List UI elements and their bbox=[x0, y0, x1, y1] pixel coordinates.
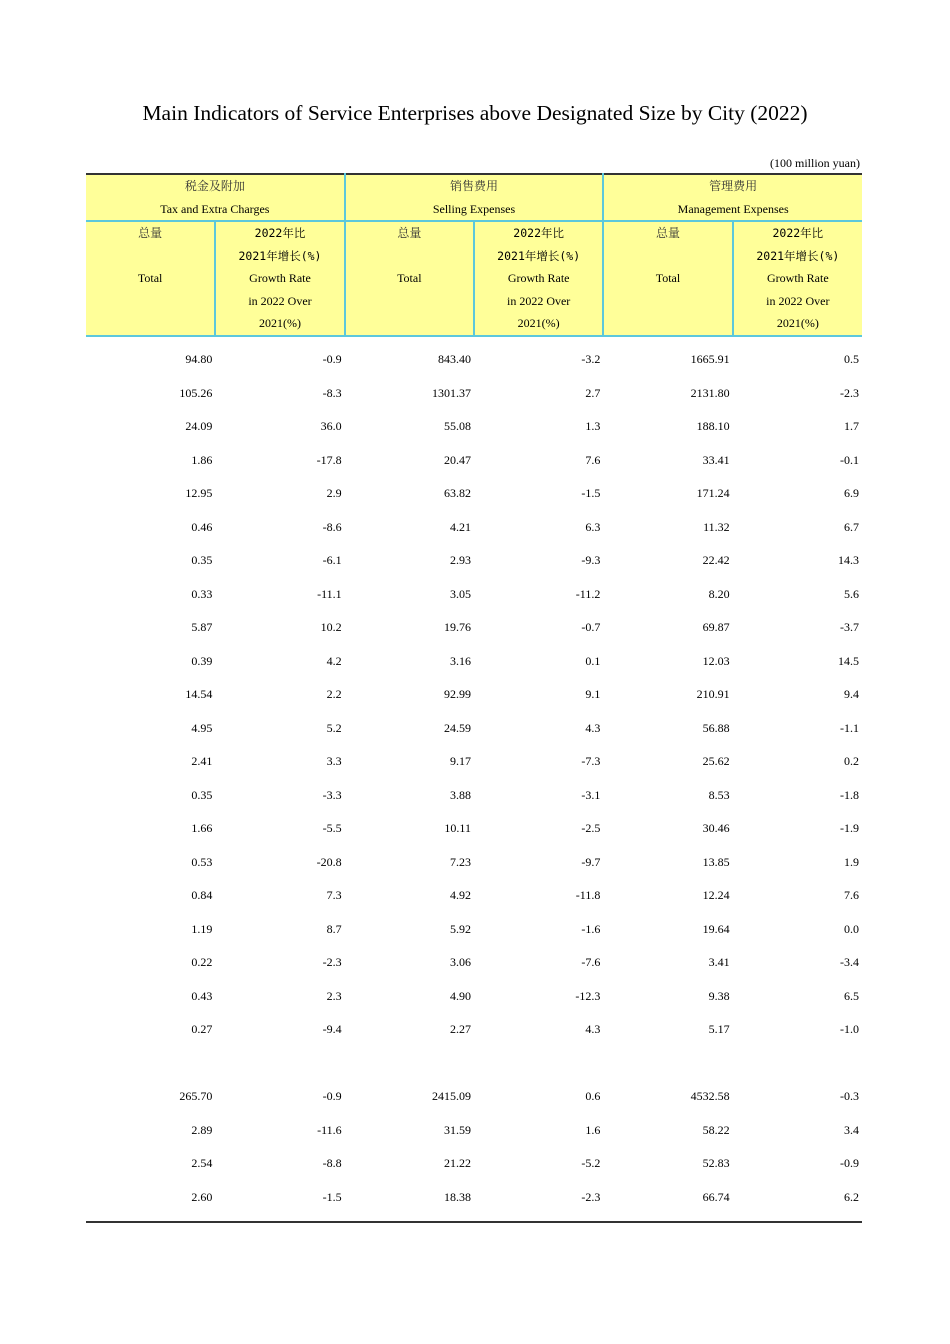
table-cell: 8.53 bbox=[708, 787, 730, 802]
table-row bbox=[86, 979, 862, 1013]
table-cell: 22.42 bbox=[702, 553, 730, 568]
group-header-cn: 税金及附加 bbox=[184, 179, 245, 193]
table-cell: 1.3 bbox=[585, 419, 601, 434]
table-cell: -3.4 bbox=[840, 955, 859, 970]
table-cell: -3.3 bbox=[322, 787, 342, 802]
table-cell: 21.22 bbox=[443, 1156, 471, 1171]
table-cell: 3.3 bbox=[326, 754, 342, 769]
table-cell: 2.41 bbox=[191, 754, 213, 769]
table-cell: 0.27 bbox=[191, 1022, 213, 1037]
table-cell: 24.59 bbox=[443, 720, 471, 735]
table-cell: 0.5 bbox=[844, 352, 859, 367]
table-cell: 25.62 bbox=[702, 754, 730, 769]
table-cell: 2.2 bbox=[326, 687, 342, 702]
table-row bbox=[86, 1013, 862, 1047]
table-cell: 14.3 bbox=[838, 553, 859, 568]
table-cell: 30.46 bbox=[702, 821, 730, 836]
table-row bbox=[86, 443, 862, 477]
table-cell: 9.17 bbox=[449, 754, 471, 769]
growth-header: 2022年比 2021年增长(%) Growth Rate in 2022 Over 2021(%) bbox=[215, 221, 344, 336]
table-cell: 10.11 bbox=[444, 821, 471, 836]
table-cell: 1.19 bbox=[191, 921, 213, 936]
table-cell: 0.39 bbox=[191, 653, 213, 668]
table-cell: 52.83 bbox=[702, 1156, 730, 1171]
table-cell: 31.59 bbox=[443, 1122, 471, 1137]
table-cell: 9.4 bbox=[844, 687, 859, 702]
table-cell: 5.6 bbox=[844, 586, 859, 601]
table-cell: -3.1 bbox=[581, 787, 601, 802]
table-cell: -2.3 bbox=[840, 385, 859, 400]
table-cell: 12.95 bbox=[185, 486, 213, 501]
table-row bbox=[86, 812, 862, 846]
table-cell: -3.2 bbox=[581, 352, 601, 367]
table-cell: -0.1 bbox=[840, 452, 859, 467]
table-cell: 4.90 bbox=[449, 988, 471, 1003]
table-cell: 9.1 bbox=[585, 687, 601, 702]
total-header: 总量 Total bbox=[603, 221, 732, 336]
table-cell: 7.3 bbox=[326, 888, 342, 903]
table-row bbox=[86, 745, 862, 779]
table-cell: 11.32 bbox=[703, 519, 730, 534]
group-header-cn: 销售费用 bbox=[449, 179, 498, 193]
table-row bbox=[86, 1147, 862, 1181]
table-cell: 1.66 bbox=[191, 821, 213, 836]
table-cell: 4.3 bbox=[585, 720, 601, 735]
table-cell: -0.9 bbox=[322, 352, 342, 367]
table-cell: 188.10 bbox=[696, 419, 730, 434]
table-cell: 4.92 bbox=[449, 888, 471, 903]
table-cell: 9.38 bbox=[708, 988, 730, 1003]
table-row bbox=[86, 343, 862, 377]
table-cell: -1.5 bbox=[322, 1189, 342, 1204]
table-cell: 0.46 bbox=[191, 519, 213, 534]
table-cell: 66.74 bbox=[702, 1189, 730, 1204]
table-cell: 0.1 bbox=[585, 653, 601, 668]
table-cell: -2.3 bbox=[322, 955, 342, 970]
table-cell: -6.1 bbox=[322, 553, 342, 568]
table-cell: 4.95 bbox=[191, 720, 213, 735]
table-cell: 2.7 bbox=[585, 385, 601, 400]
table-cell: 843.40 bbox=[437, 352, 471, 367]
table-row bbox=[86, 410, 862, 444]
table-cell: -2.5 bbox=[581, 821, 601, 836]
table-cell: -2.3 bbox=[581, 1189, 601, 1204]
table-cell: 5.87 bbox=[191, 620, 213, 635]
table-cell: 55.08 bbox=[443, 419, 471, 434]
table-cell: 8.7 bbox=[326, 921, 342, 936]
table-cell: -8.8 bbox=[322, 1156, 342, 1171]
table-cell: 0.2 bbox=[844, 754, 859, 769]
table-cell: -7.3 bbox=[581, 754, 601, 769]
table-row bbox=[86, 477, 862, 511]
table-cell: 14.5 bbox=[838, 653, 859, 668]
table-cell: 2.9 bbox=[326, 486, 342, 501]
table-cell: 13.85 bbox=[702, 854, 730, 869]
table-cell: 6.7 bbox=[844, 519, 859, 534]
table-row bbox=[86, 678, 862, 712]
group-header bbox=[86, 174, 345, 221]
table-row bbox=[86, 879, 862, 913]
table-cell: -1.9 bbox=[840, 821, 859, 836]
growth-header: 2022年比 2021年增长(%) Growth Rate in 2022 Over 2021(%) bbox=[474, 221, 603, 336]
table-cell: -20.8 bbox=[316, 854, 342, 869]
table-cell: 7.23 bbox=[449, 854, 471, 869]
table-cell: 5.92 bbox=[449, 921, 471, 936]
table-cell: 24.09 bbox=[185, 419, 213, 434]
table-cell: 0.6 bbox=[585, 1089, 601, 1104]
indicators-table bbox=[86, 173, 862, 1223]
table-cell: 56.88 bbox=[702, 720, 730, 735]
table-cell: -1.5 bbox=[581, 486, 601, 501]
table-cell: 3.4 bbox=[844, 1122, 859, 1137]
table-cell: 12.03 bbox=[702, 653, 730, 668]
group-header-en: Tax and Extra Charges bbox=[160, 201, 270, 216]
unit-label: (100 million yuan) bbox=[770, 156, 860, 170]
table-cell: 6.9 bbox=[844, 486, 859, 501]
table-cell: 265.70 bbox=[179, 1089, 213, 1104]
table-cell: 19.64 bbox=[702, 921, 730, 936]
table-cell: -11.1 bbox=[317, 586, 342, 601]
table-cell: 36.0 bbox=[320, 419, 342, 434]
table-cell: -8.3 bbox=[322, 385, 342, 400]
table-cell: 33.41 bbox=[702, 452, 730, 467]
table-cell: 18.38 bbox=[443, 1189, 471, 1204]
table-cell: -1.1 bbox=[840, 720, 859, 735]
table-cell: 1665.91 bbox=[690, 352, 730, 367]
table-cell: -5.5 bbox=[322, 821, 342, 836]
table-row bbox=[86, 644, 862, 678]
page-title: Main Indicators of Service Enterprises above Designated Size by City (2022) bbox=[142, 101, 808, 125]
table-row bbox=[86, 1180, 862, 1214]
table-row bbox=[86, 946, 862, 980]
table-row bbox=[86, 611, 862, 645]
table-cell: 210.91 bbox=[696, 687, 730, 702]
growth-header: 2022年比 2021年增长(%) Growth Rate in 2022 Over 2021(%) bbox=[733, 221, 862, 336]
table-cell: 2131.80 bbox=[690, 385, 730, 400]
table-cell: 5.17 bbox=[708, 1022, 730, 1037]
table-cell: 3.88 bbox=[449, 787, 471, 802]
table-cell: 6.2 bbox=[844, 1189, 859, 1204]
table-cell: -12.3 bbox=[575, 988, 601, 1003]
table-cell: 0.53 bbox=[191, 854, 213, 869]
table-cell: 2.27 bbox=[449, 1022, 471, 1037]
table-cell: 63.82 bbox=[443, 486, 471, 501]
table-cell: 1.86 bbox=[191, 452, 213, 467]
table-cell: 7.6 bbox=[844, 888, 859, 903]
table-cell: 12.24 bbox=[702, 888, 730, 903]
table-cell: -0.3 bbox=[840, 1089, 859, 1104]
table-cell: -9.3 bbox=[581, 553, 601, 568]
table-cell: -3.7 bbox=[840, 620, 859, 635]
table-cell: 2.3 bbox=[326, 988, 342, 1003]
table-cell: -0.9 bbox=[840, 1156, 859, 1171]
table-cell: 1.9 bbox=[844, 854, 859, 869]
table-cell: 8.20 bbox=[708, 586, 730, 601]
table-cell: -9.4 bbox=[322, 1022, 342, 1037]
group-header-cn: 管理费用 bbox=[709, 179, 758, 193]
table-cell: -17.8 bbox=[316, 452, 342, 467]
table-cell: 3.41 bbox=[708, 955, 730, 970]
table-cell: 19.76 bbox=[443, 620, 471, 635]
group-header-en: Management Expenses bbox=[677, 201, 789, 216]
table-cell: 0.43 bbox=[191, 988, 213, 1003]
table-cell: 58.22 bbox=[702, 1122, 730, 1137]
group-header-en: Selling Expenses bbox=[432, 201, 516, 216]
total-header: 总量 Total bbox=[86, 221, 215, 336]
table-cell: 6.3 bbox=[585, 519, 601, 534]
table-cell: -7.6 bbox=[581, 955, 601, 970]
table-row bbox=[86, 845, 862, 879]
table-cell: 2415.09 bbox=[431, 1089, 471, 1104]
table-cell: -5.2 bbox=[581, 1156, 601, 1171]
table-cell: 0.35 bbox=[191, 787, 213, 802]
table-cell: 0.22 bbox=[191, 955, 213, 970]
table-cell: 4532.58 bbox=[690, 1089, 730, 1104]
table-cell: 2.54 bbox=[191, 1156, 213, 1171]
table-cell: -0.7 bbox=[581, 620, 601, 635]
table-cell: 4.3 bbox=[585, 1022, 601, 1037]
group-header bbox=[603, 174, 862, 221]
table-cell: 0.35 bbox=[191, 553, 213, 568]
table-cell: -1.8 bbox=[840, 787, 859, 802]
table-cell: 10.2 bbox=[320, 620, 342, 635]
table-cell: -11.6 bbox=[317, 1122, 342, 1137]
table-row bbox=[86, 510, 862, 544]
table-cell: 94.80 bbox=[185, 352, 213, 367]
table-cell: -0.9 bbox=[322, 1089, 342, 1104]
table-cell: 4.2 bbox=[326, 653, 342, 668]
table-row bbox=[86, 912, 862, 946]
table-cell: -1.0 bbox=[840, 1022, 859, 1037]
table-cell: 69.87 bbox=[702, 620, 730, 635]
table-cell: 1301.37 bbox=[431, 385, 471, 400]
table-cell: 4.21 bbox=[449, 519, 471, 534]
table-cell: 3.05 bbox=[449, 586, 471, 601]
table-cell: 0.0 bbox=[844, 921, 859, 936]
table-cell: -11.8 bbox=[575, 888, 601, 903]
table-row bbox=[86, 711, 862, 745]
table-cell: 171.24 bbox=[696, 486, 730, 501]
table-cell: 0.84 bbox=[191, 888, 213, 903]
group-header bbox=[345, 174, 604, 221]
table-row bbox=[86, 376, 862, 410]
table-row bbox=[86, 577, 862, 611]
table-cell: 2.89 bbox=[191, 1122, 213, 1137]
table-cell: 6.5 bbox=[844, 988, 859, 1003]
table-cell: -9.7 bbox=[581, 854, 601, 869]
table-cell: 92.99 bbox=[443, 687, 471, 702]
table-cell: 2.93 bbox=[449, 553, 471, 568]
table-cell: 2.60 bbox=[191, 1189, 213, 1204]
table-cell: 3.06 bbox=[449, 955, 471, 970]
table-cell: 0.33 bbox=[191, 586, 213, 601]
table-cell: -1.6 bbox=[581, 921, 601, 936]
table-row bbox=[86, 1080, 862, 1114]
table-cell: 5.2 bbox=[326, 720, 342, 735]
table-cell: 20.47 bbox=[443, 452, 471, 467]
table-row bbox=[86, 778, 862, 812]
table-cell: 7.6 bbox=[585, 452, 601, 467]
table-cell: 3.16 bbox=[449, 653, 471, 668]
table-cell: -11.2 bbox=[575, 586, 601, 601]
total-header: 总量 Total bbox=[345, 221, 474, 336]
table-cell: 1.7 bbox=[844, 419, 859, 434]
table-cell: 105.26 bbox=[179, 385, 213, 400]
table-cell: 1.6 bbox=[585, 1122, 601, 1137]
table-row bbox=[86, 1113, 862, 1147]
table-row bbox=[86, 544, 862, 578]
table-cell: 14.54 bbox=[185, 687, 213, 702]
table-cell: -8.6 bbox=[322, 519, 342, 534]
